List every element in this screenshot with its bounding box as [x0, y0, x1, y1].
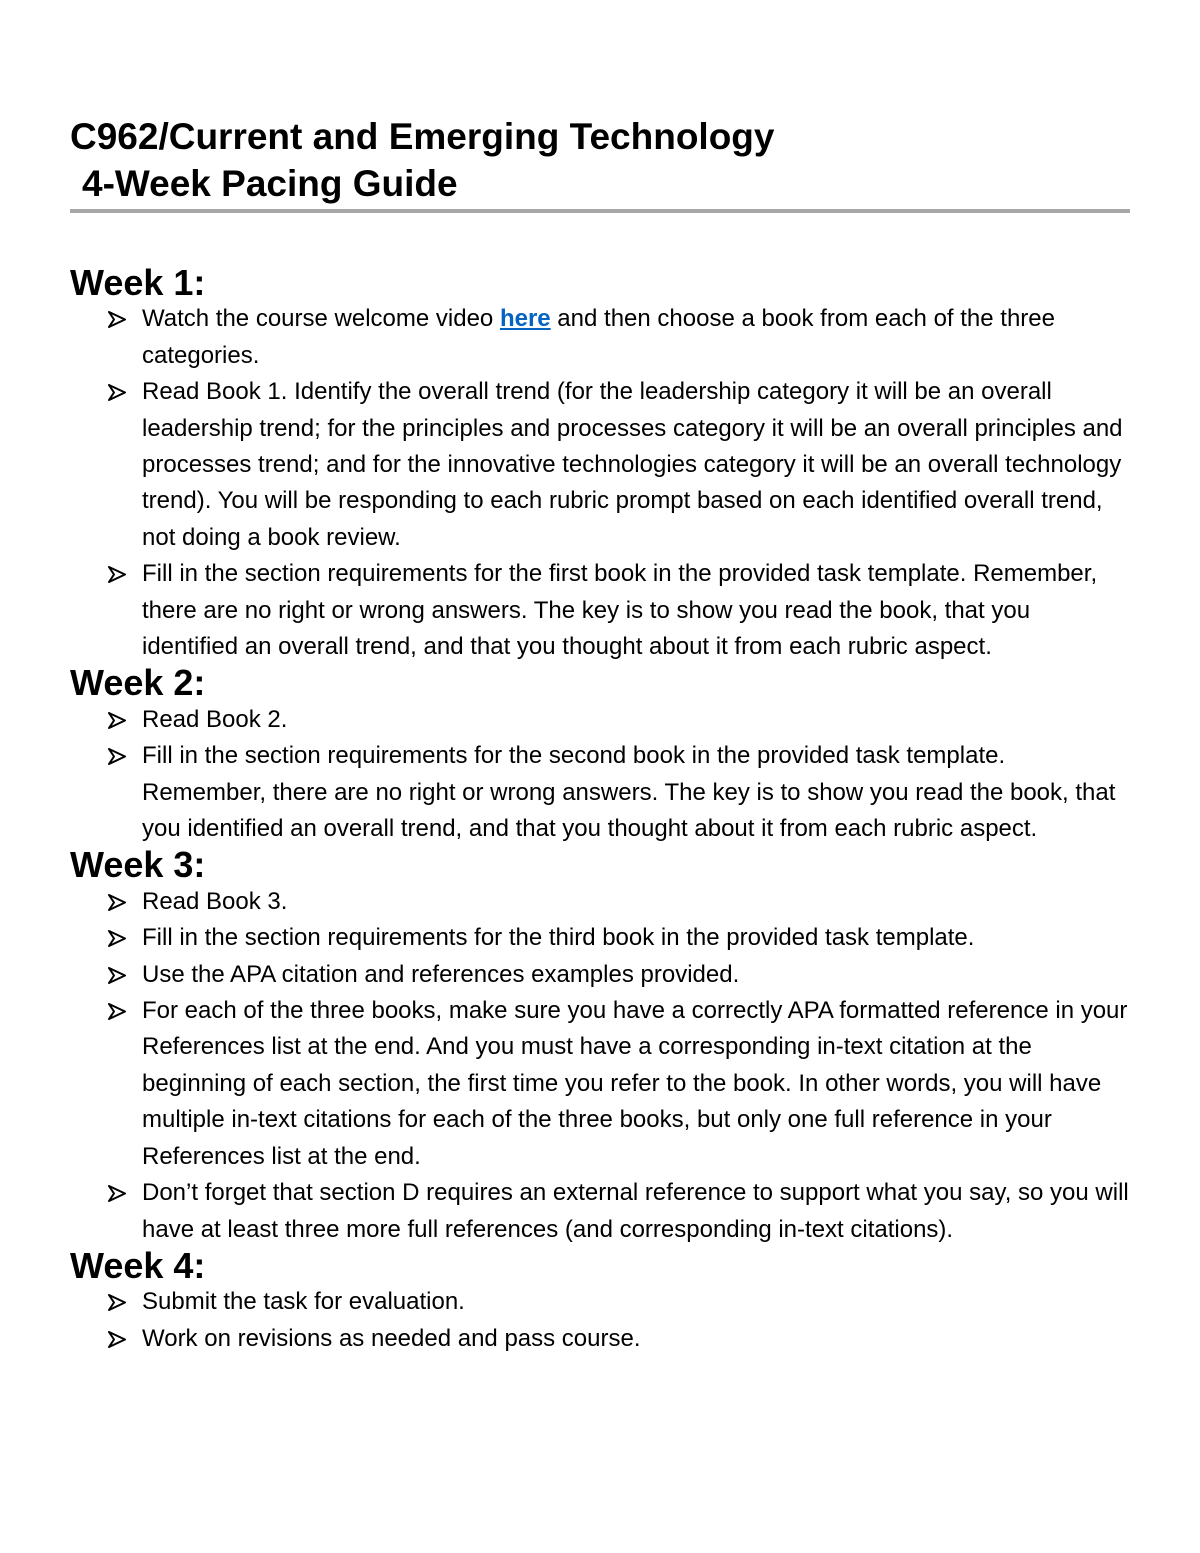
arrow-bullet-icon: [108, 1294, 126, 1311]
arrow-bullet-icon: [108, 311, 126, 328]
welcome-video-link[interactable]: here: [499, 305, 551, 333]
item-text-after-link: and then choose a book from each of the three categories.: [142, 305, 1055, 369]
list-item: [70, 702, 1132, 738]
item-text: For each of the three books, make sure you have a correctly APA formatted reference in your References list at the end. And you must have a corresponding in-text citation at the beginning of each section, the first time you refer to the book. In other words, you will have multiple in-text citations for each of the three books, but only one full reference in your References list at the end.: [142, 997, 1128, 1170]
list-item: [70, 374, 1132, 556]
week-1-list: [70, 301, 1132, 665]
arrow-bullet-icon: [108, 712, 126, 729]
document-title: [70, 113, 1130, 207]
list-item: [70, 738, 1132, 847]
list-item: [70, 1321, 1132, 1357]
week-4-heading: Week 4:: [70, 1244, 206, 1286]
item-text: Submit the task for evaluation.: [142, 1288, 465, 1316]
week-4-list: [70, 1284, 1132, 1357]
week-4-section: [70, 1244, 1132, 1357]
arrow-bullet-icon: [108, 894, 126, 911]
week-1-section: [70, 262, 1132, 665]
list-item: [70, 301, 1132, 374]
arrow-bullet-icon: [108, 1185, 126, 1202]
title-course-name: C962/Current and Emerging Technology: [70, 116, 775, 157]
list-item: [70, 556, 1132, 665]
item-text: Fill in the section requirements for the first book in the provided task template. Remember, there are no right or wrong answers. The key is to show you read the book, that you identified an overall trend, and that you thought about it from each rubric aspect.: [142, 560, 1098, 661]
arrow-bullet-icon: [108, 967, 126, 984]
arrow-bullet-icon: [108, 384, 126, 401]
arrow-bullet-icon: [108, 1003, 126, 1020]
arrow-bullet-icon: [108, 748, 126, 765]
week-3-section: [70, 844, 1132, 1247]
week-2-list: [70, 702, 1132, 848]
item-text: Don’t forget that section D requires an external reference to support what you say, so you will have at least three more full references (and corresponding in-text citations).: [142, 1179, 1129, 1243]
title-guide-name: 4-Week Pacing Guide: [82, 163, 458, 204]
item-text: Read Book 1. Identify the overall trend (for the leadership category it will be an overall leadership trend; for the principles and processes category it will be an overall principles and processes trend; and for the innovative technologies category it will be an overall technology trend). You will be responding to each rubric prompt based on each identified overall trend, not doing a book review.: [142, 378, 1123, 551]
week-3-heading: Week 3:: [70, 844, 206, 886]
arrow-bullet-icon: [108, 930, 126, 947]
item-text-before-link: Watch the course welcome video: [142, 305, 500, 333]
week-2-heading: Week 2:: [70, 662, 206, 704]
item-text: Work on revisions as needed and pass course.: [142, 1324, 641, 1352]
list-item: [70, 1284, 1132, 1320]
week-2-section: [70, 662, 1132, 847]
item-text: Fill in the section requirements for the third book in the provided task template.: [142, 924, 975, 952]
item-text: Use the APA citation and references examples provided.: [142, 960, 740, 988]
list-item: [70, 1175, 1132, 1248]
list-item: [70, 920, 1132, 956]
pacing-content: [70, 262, 1132, 1357]
list-item: [70, 884, 1132, 920]
arrow-bullet-icon: [108, 566, 126, 583]
item-text: Read Book 3.: [142, 887, 288, 915]
item-text: Fill in the section requirements for the second book in the provided task template. Remember, there are no right or wrong answers. The key is to show you read the book, that you identified an overall trend, and that you thought about it from each rubric aspect.: [142, 742, 1116, 843]
list-item: [70, 957, 1132, 993]
list-item: [70, 993, 1132, 1175]
week-3-list: [70, 884, 1132, 1248]
week-1-heading: Week 1:: [70, 262, 206, 303]
arrow-bullet-icon: [108, 1331, 126, 1348]
item-text: Read Book 2.: [142, 705, 288, 733]
title-divider: [70, 209, 1130, 213]
